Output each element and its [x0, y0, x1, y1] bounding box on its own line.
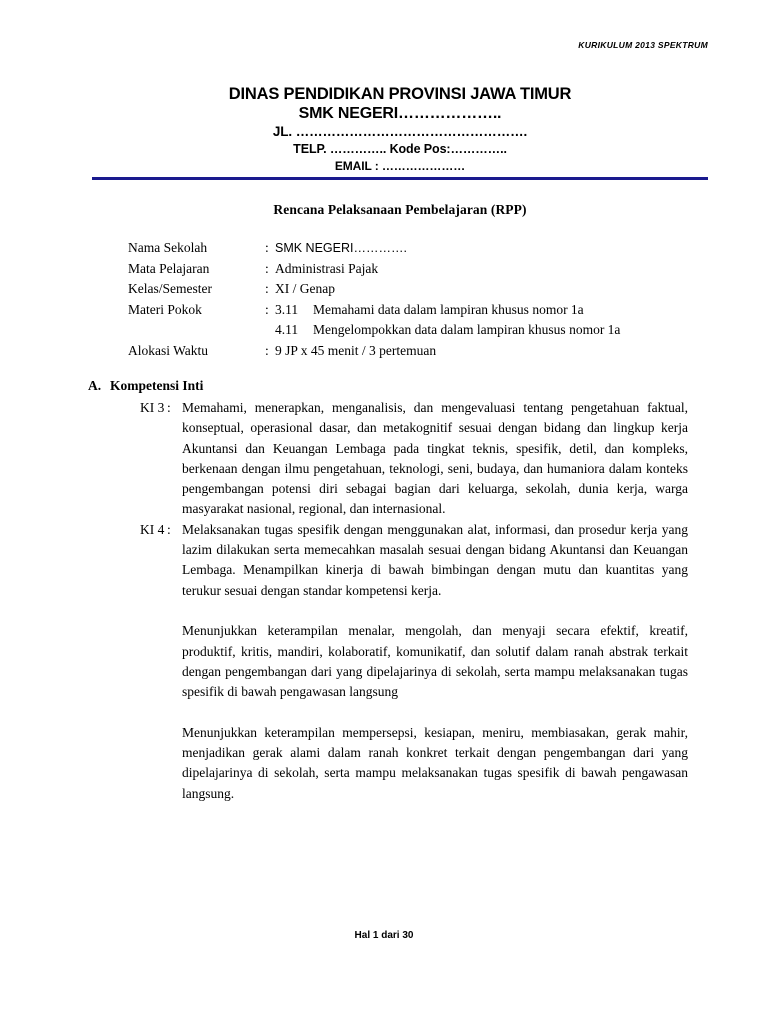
page-footer: Hal 1 dari 30	[354, 930, 414, 941]
page-title: Rencana Pelaksanaan Pembelajaran (RPP)	[273, 202, 527, 217]
competency-paragraph: Menunjukkan keterampilan mempersepsi, kesiapan, meniru, membiasakan, gerak mahir, menjadikan gerak alami dalam ranah konkret terkait dengan pengembangan dari yang dipelajarinya di sekolah, serta mampu melaksanakan tugas spesifik di bawah pengawasan langsung.	[182, 724, 688, 801]
competency-body	[182, 520, 688, 804]
identity-label: Kelas/Semester	[128, 281, 212, 296]
letterhead-phone-postcode: TELP. ………….. Kode Pos:…………..	[293, 142, 507, 156]
identity-label: Nama Sekolah	[128, 240, 208, 255]
letterhead-street: JL. …………………………………………….	[272, 124, 528, 139]
materi-pokok-item	[275, 300, 688, 321]
identity-colon: :	[265, 240, 269, 255]
materi-pokok-item	[275, 320, 688, 341]
letterhead-school-name: SMK NEGERI………………..	[298, 105, 502, 122]
materi-pokok-text: Mengelompokkan data dalam lampiran khusus nomor 1a	[313, 322, 621, 337]
letterhead-email: EMAIL : …………………	[334, 159, 466, 173]
identity-row-alokasi-waktu	[128, 341, 688, 362]
identity-value: 9 JP x 45 menit / 3 pertemuan	[275, 342, 437, 358]
identity-row-kelas-semester	[128, 279, 688, 300]
competency-paragraph: Melaksanakan tugas spesifik dengan menggunakan alat, informasi, dan prosedur kerja yang lazim dilakukan serta memecahkan masalah sesuai dengan bidang Akuntansi dan Keuangan Lembaga. Menampilkan kinerja di bawah bimbingan dengan mutu dan kuantitas yang terukur sesuai dengan standar kompetensi kerja.	[182, 521, 688, 598]
section-heading	[88, 376, 688, 395]
identity-colon: :	[265, 281, 269, 296]
identity-colon: :	[265, 260, 269, 276]
competency-item-ki3	[140, 398, 688, 520]
competency-key: KI 4	[140, 521, 165, 537]
letterhead-divider	[92, 177, 708, 180]
identity-label: Mata Pelajaran	[128, 260, 210, 276]
identity-value: SMK NEGERI………….	[275, 241, 407, 255]
identity-value: XI / Genap	[275, 281, 335, 296]
competency-paragraph: Menunjukkan keterampilan menalar, mengolah, dan menyaji secara efektif, kreatif, produktif, kritis, mandiri, kolaboratif, komunikatif, dan solutif dalam ranah abstrak terkait dengan pengembangan dari yang dipelajarinya di sekolah, serta mampu melaksanakan tugas spesifik di bawah pengawasan langsung	[182, 623, 688, 700]
identity-colon: :	[265, 342, 269, 358]
section-letter: A.	[88, 378, 102, 393]
running-head: KURIKULUM 2013 SPEKTRUM	[578, 40, 708, 50]
section-kompetensi-inti	[88, 376, 688, 804]
identity-table	[128, 238, 688, 361]
identity-label: Alokasi Waktu	[128, 342, 209, 358]
competency-paragraph: Memahami, menerapkan, menganalisis, dan mengevaluasi tentang pengetahuan faktual, konseptual, operasional dasar, dan metakognitif sesuai dengan bidang dan lingkup kerja Akuntansi dan Keuangan Lembaga pada tingkat teknis, spesifik, detil, dan kompleks, berkenaan dengan ilmu pengetahuan, teknologi, seni, budaya, dan humaniora dalam konteks pengembangan potensi diri sebagai bagian dari keluarga, sekolah, dunia kerja, warga masyarakat nasional, regional, dan internasional.	[182, 400, 688, 517]
competency-colon: :	[167, 521, 171, 537]
identity-label: Materi Pokok	[128, 301, 202, 317]
competency-key: KI 3	[140, 400, 165, 415]
identity-row-materi-pokok	[128, 300, 688, 341]
identity-row-nama-sekolah	[128, 238, 688, 259]
competency-body	[182, 398, 688, 520]
materi-pokok-number: 3.11	[275, 301, 299, 317]
letterhead	[92, 85, 708, 174]
competency-item-ki4	[140, 520, 688, 804]
letterhead-institution: DINAS PENDIDIKAN PROVINSI JAWA TIMUR	[228, 85, 572, 103]
materi-pokok-text: Memahami data dalam lampiran khusus nomor 1a	[313, 301, 584, 317]
identity-value-list	[275, 300, 688, 341]
identity-value: Administrasi Pajak	[275, 260, 379, 276]
identity-colon: :	[265, 301, 269, 317]
identity-row-mata-pelajaran	[128, 259, 688, 280]
materi-pokok-number: 4.11	[275, 322, 299, 337]
competency-colon: :	[167, 400, 171, 415]
section-title: Kompetensi Inti	[110, 378, 204, 393]
